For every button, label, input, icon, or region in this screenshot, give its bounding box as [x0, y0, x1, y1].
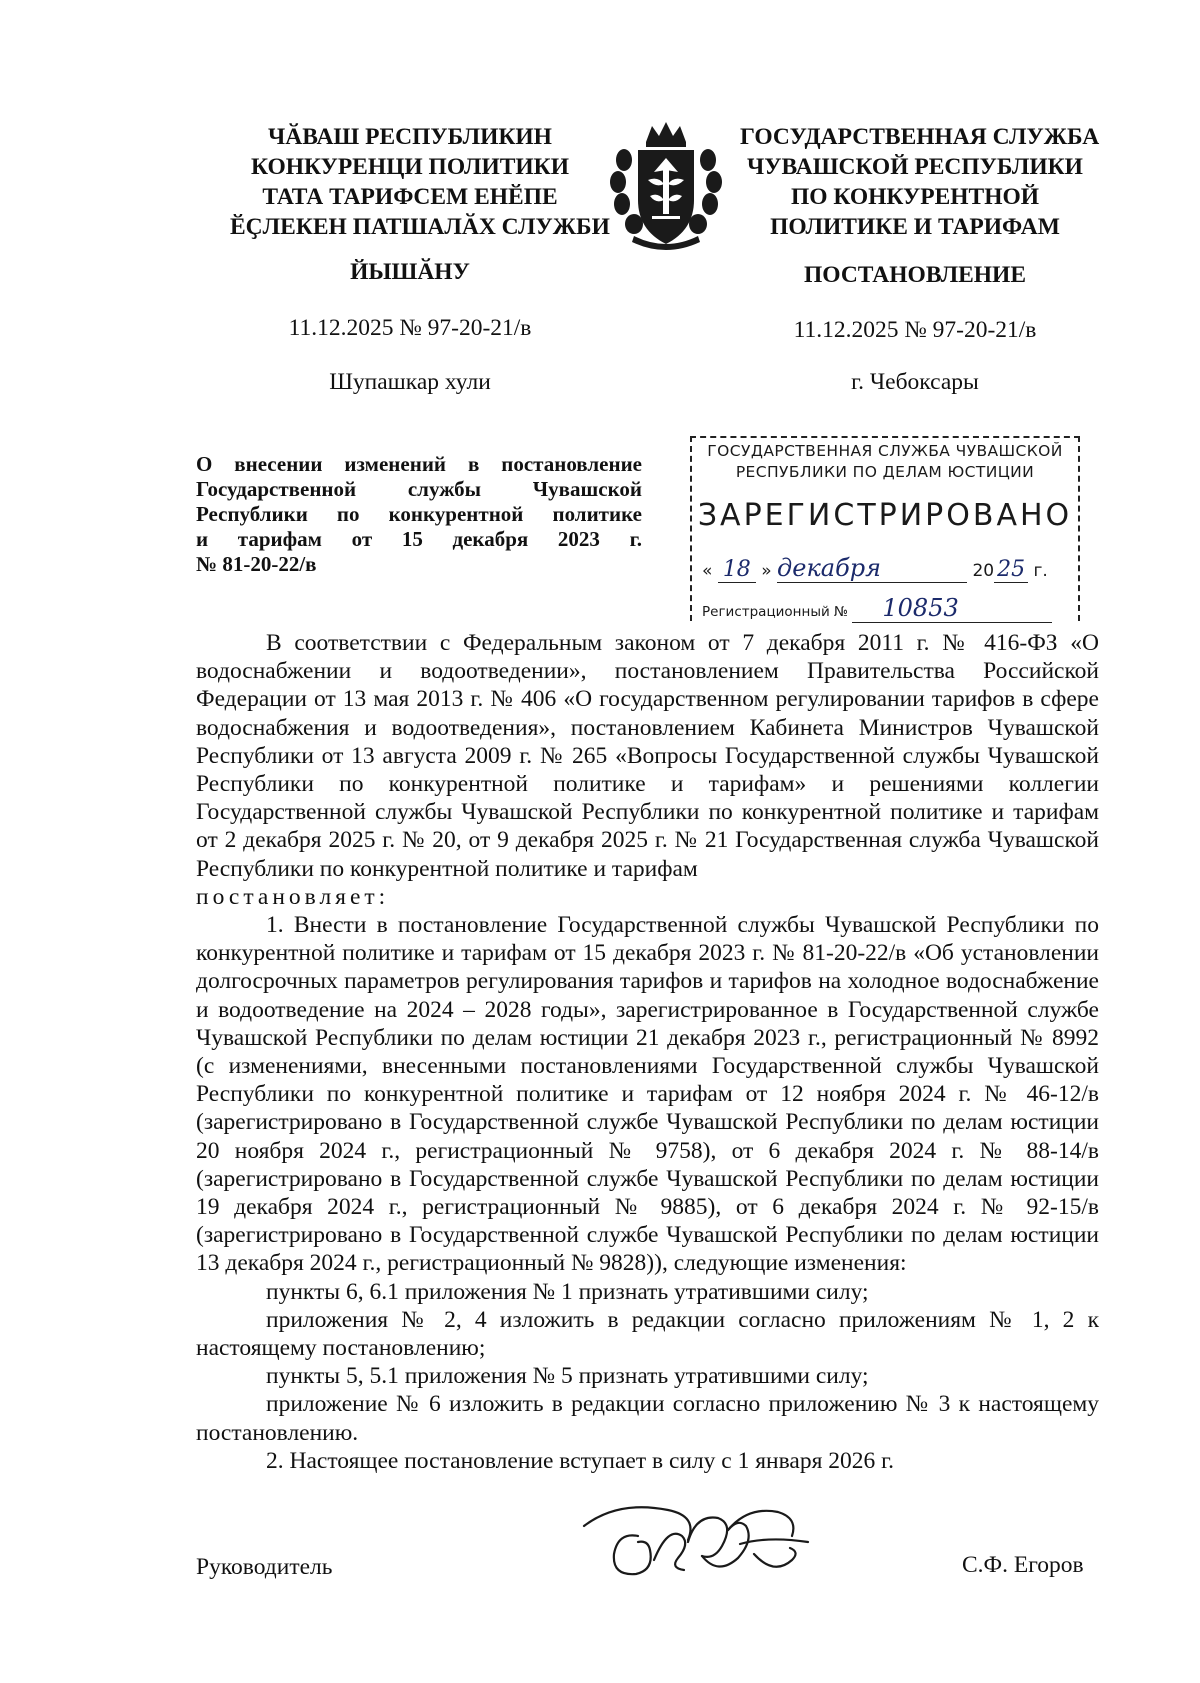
stamp-org-line: ГОСУДАРСТВЕННАЯ СЛУЖБА ЧУВАШСКОЙ — [707, 442, 1063, 460]
subject-line: № 81-20-22/в — [196, 552, 317, 576]
body-resolves: постановляет: — [196, 883, 390, 910]
stamp-reg-line — [702, 594, 1072, 623]
stamp-day: 18 — [718, 557, 756, 583]
right-header-line: ЧУВАШСКОЙ РЕСПУБЛИКИ — [747, 154, 1083, 180]
stamp-year-suffix: 25 — [994, 557, 1028, 583]
subject-line: Государственной службы Чувашской — [196, 477, 642, 501]
stamp-reg-label: Регистрационный № — [702, 604, 849, 620]
body-change: пункты 6, 6.1 приложения № 1 признать утратившими силу; — [266, 1278, 869, 1305]
registration-stamp — [690, 436, 1080, 621]
subject-line: и тарифам от 15 декабря 2023 г. — [196, 527, 642, 551]
stamp-reg-number: 10853 — [852, 594, 1052, 623]
signatory-position: Руководитель — [196, 1554, 333, 1580]
left-city: Шупашкар хули — [329, 369, 491, 395]
right-doc-type: ПОСТАНОВЛЕНИЕ — [803, 262, 1027, 288]
body-item-2: 2. Настоящее постановление вступает в силу с 1 января 2026 г. — [266, 1447, 895, 1474]
left-header-line: КОНКУРЕНЦИ ПОЛИТИКИ — [250, 154, 570, 180]
right-city: г. Чебоксары — [851, 369, 979, 395]
body-item-1: 1. Внести в постановление Государственной службы Чувашской Республики по конкурентной политике и тарифам от 15 декабря 2023 г. № 81-20-22/в «Об установлении долгосрочных параметров регулирования тарифов и тарифов на холодное водоснабжение и водоотведение на 2024 – 2028 годы», зарегистрированное в Государственной службе Чувашской Республики по делам юстиции 21 декабря 2023 г., регистрационный № 8992 (с изменениями, внесенными постановлениями Государственной службы Чувашской Республики по конкурентной политике и тарифам от 12 ноября 2024 г. № 46-12/в (зарегистрировано в Государственной службе Чувашской Республики по делам юстиции 20 ноября 2024 г., регистрационный № 9758), от 6 декабря 2024 г. № 88-14/в (зарегистрировано в Государственной службе Чувашской Республики по делам юстиции 19 декабря 2024 г., регистрационный № 9885), от 6 декабря 2024 г. № 92-15/в (зарегистрировано в Государственной службе Чувашской Республики по делам юстиции 13 декабря 2024 г., регистрационный № 9828)), следующие изменения: — [196, 912, 1099, 1277]
document-body — [196, 629, 1099, 1475]
coat-of-arms — [608, 120, 724, 250]
signature — [578, 1496, 818, 1606]
right-date-number: 11.12.2025 № 97-20-21/в — [793, 317, 1037, 343]
stamp-year-prefix: 20 — [972, 561, 995, 581]
right-header-line: ГОСУДАРСТВЕННАЯ СЛУЖБА — [740, 124, 1100, 150]
right-header-line: ПОЛИТИКЕ И ТАРИФАМ — [770, 214, 1060, 240]
left-header — [230, 122, 610, 242]
body-change: приложение № 6 изложить в редакции согласно приложению № 3 к настоящему постановлению. — [196, 1391, 1099, 1446]
stamp-quote-open: « — [702, 561, 713, 581]
right-header-line: ПО КОНКУРЕНТНОЙ — [790, 184, 1040, 210]
signatory-name: С.Ф. Егоров — [962, 1552, 1084, 1578]
subject-line: Республики по конкурентной политике — [196, 502, 642, 526]
right-header — [740, 122, 1100, 242]
stamp-date — [702, 554, 1072, 583]
left-header-line: ТАТА ТАРИФСЕМ ЕНӖПЕ — [262, 184, 558, 210]
left-doc-type: ЙЫШӐНУ — [350, 259, 470, 285]
document-subject — [196, 452, 642, 577]
stamp-month: декабря — [777, 554, 967, 583]
stamp-year-unit: г. — [1033, 561, 1048, 581]
body-preamble: В соответствии с Федеральным законом от 7 декабря 2011 г. № 416-ФЗ «О водоснабжении и водоотведении», постановлением Правительства Российской Федерации от 13 мая 2013 г. № 406 «О государственном регулировании тарифов в сфере водоснабжения и водоотведения», постановлением Кабинета Министров Чувашской Республики от 13 августа 2009 г. № 265 «Вопросы Государственной службы Чувашской Республики по конкурентной политике и тарифам» и решениями коллегии Государственной службы Чувашской Республики по конкурентной политике и тарифам от 2 декабря 2025 г. № 20, от 9 декабря 2025 г. № 21 Государственная служба Чувашской Республики по конкурентной политике и тарифам — [196, 630, 1099, 882]
subject-line: О внесении изменений в постановление — [196, 452, 642, 476]
stamp-quote-close: » — [761, 561, 772, 581]
left-header-line: ЧӐВАШ РЕСПУБЛИКИН — [268, 124, 552, 150]
handwritten-signature-icon — [578, 1496, 818, 1606]
chuvash-coat-of-arms-icon — [608, 120, 724, 250]
body-change: пункты 5, 5.1 приложения № 5 признать утратившими силу; — [266, 1363, 869, 1390]
body-change: приложения № 2, 4 изложить в редакции согласно приложениям № 1, 2 к настоящему постановлению; — [196, 1306, 1099, 1362]
left-date-number: 11.12.2025 № 97-20-21/в — [288, 315, 532, 341]
stamp-status: ЗАРЕГИСТРИРОВАНО — [697, 498, 1073, 533]
left-header-line: ӖҪЛЕКЕН ПАТШАЛӐХ СЛУЖБИ — [230, 214, 610, 240]
stamp-org-line: РЕСПУБЛИКИ ПО ДЕЛАМ ЮСТИЦИИ — [735, 463, 1035, 481]
